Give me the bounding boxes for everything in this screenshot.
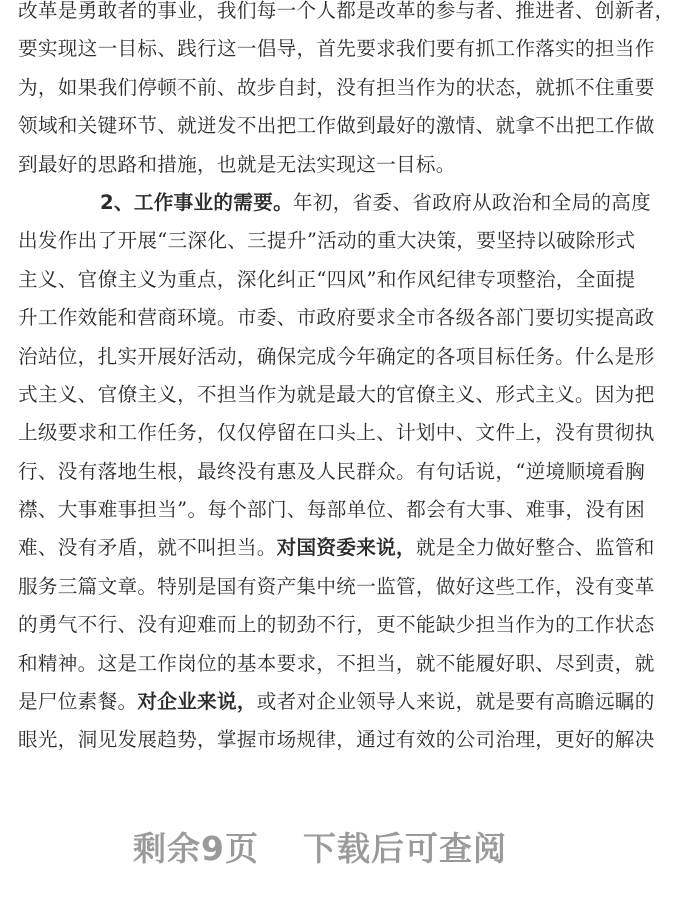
download-prompt[interactable]	[0, 823, 640, 870]
text-line: 式主义、官僚主义，不担当作为就是最大的官僚主义、形式主义。因为把	[18, 382, 655, 406]
mixed-line	[18, 529, 655, 567]
text-line: 出发作出了开展“三深化、三提升”活动的重大决策，要坚持以破除形式	[18, 229, 636, 253]
text-run: 是尸位素餐。	[18, 690, 138, 714]
bold-phrase: 对国资委来说，	[276, 536, 416, 560]
download-to-view-label: 下载后可查阅	[302, 829, 507, 868]
text-run: 或者对企业领导人来说，就是要有高瞻远瞩的	[256, 690, 655, 714]
text-line: 襟、大事难事担当”。每个部门、每部单位、都会有大事、难事，没有困	[18, 498, 646, 522]
section-heading: 2、工作事业的需要。	[100, 190, 293, 214]
text-line: 上级要求和工作任务，仅仅停留在口头上、计划中、文件上，没有贯彻执	[18, 421, 655, 445]
text-line: 的勇气不行、没有迎难而上的韧劲不行，更不能缺少担当作为的工作状态	[18, 613, 655, 637]
text-line: 治站位，扎实开展好活动，确保完成今年确定的各项目标任务。什么是形	[18, 344, 655, 368]
document-page	[18, 0, 675, 760]
text-line: 眼光，洞见发展趋势，掌握市场规律，通过有效的公司治理，更好的解决	[18, 728, 655, 752]
text-line: 行、没有落地生根，最终没有惠及人民群众。有句话说，“逆境顺境看胸	[18, 459, 646, 483]
text-line: 到最好的思路和措施，也就是无法实现这一目标。	[18, 152, 456, 176]
text-line: 领域和关键环节、就迸发不出把工作做到最好的激情、就拿不出把工作做	[18, 114, 655, 138]
text-line: 升工作效能和营商环境。市委、市政府要求全市各级各部门要切实提高政	[18, 306, 655, 330]
remaining-pages-label: 剩余9页	[133, 829, 259, 868]
text-run: 难、没有矛盾，就不叫担当。	[18, 536, 277, 560]
text-run: 就是全力做好整合、监管和	[415, 536, 655, 560]
paragraph-heading-line	[18, 184, 652, 222]
text-run: 年初，省委、省政府从政治和全局的高度	[292, 190, 652, 214]
text-line: 主义、官僚主义为重点，深化纠正“四风”和作风纪律专项整治，全面提	[18, 267, 636, 291]
text-line: 和精神。这是工作岗位的基本要求，不担当，就不能履好职、尽到责，就	[18, 651, 655, 675]
text-line: 服务三篇文章。特别是国有资产集中统一监管，做好这些工作，没有变革	[18, 574, 655, 598]
text-line: 要实现这一目标、践行这一倡导，首先要求我们要有抓工作落实的担当作	[18, 37, 655, 61]
bold-phrase: 对企业来说，	[137, 690, 257, 714]
mixed-line	[18, 683, 655, 721]
text-line: 为，如果我们停顿不前、故步自封，没有担当作为的状态，就抓不住重要	[18, 75, 655, 99]
text-line: 改革是勇敢者的事业，我们每一个人都是改革的参与者、推进者、创新者，	[18, 0, 675, 22]
